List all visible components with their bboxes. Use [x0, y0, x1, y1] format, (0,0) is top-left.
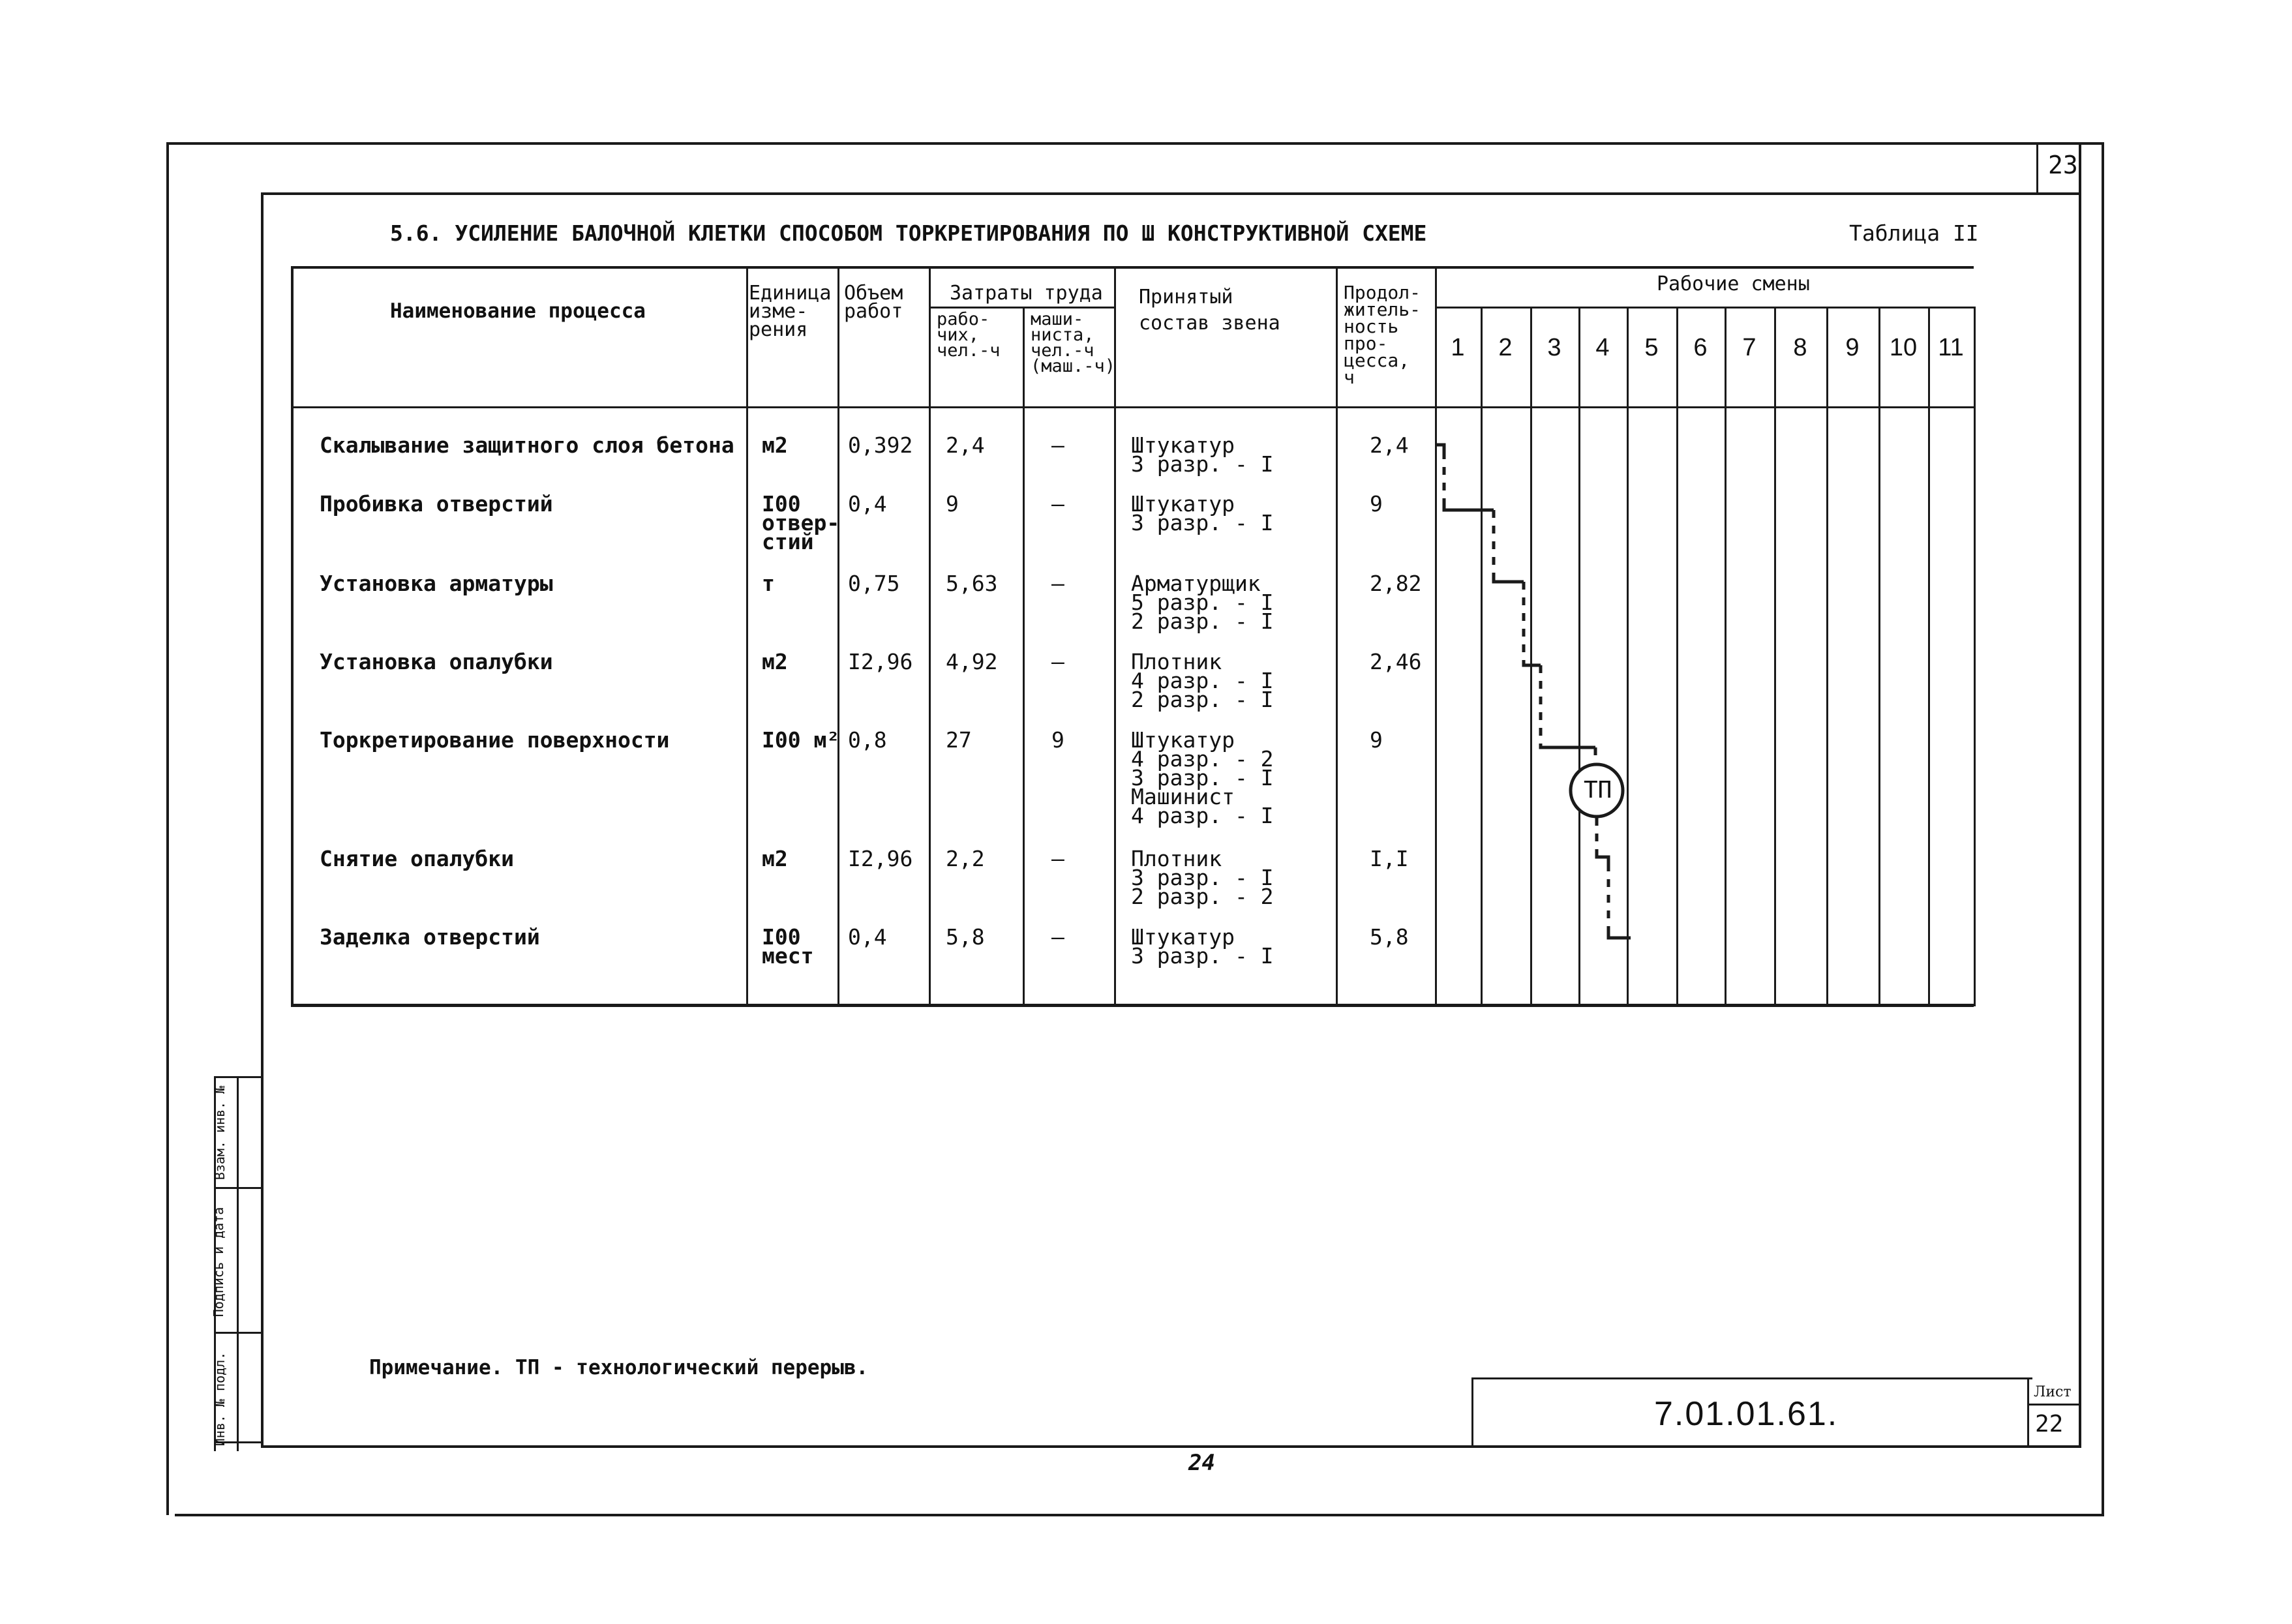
- shifts-sub-line: [1435, 307, 1974, 308]
- cell-unit: т: [762, 571, 775, 596]
- cell-machinist: –: [1051, 649, 1064, 674]
- table-top: [291, 266, 1974, 269]
- cell-machinist: –: [1051, 846, 1064, 871]
- cell-volume: 0,392: [848, 432, 913, 458]
- cell-process: Установка опалубки: [320, 649, 553, 674]
- gantt-step-3: [1494, 579, 1524, 582]
- header-volume: Объем работ: [844, 282, 903, 323]
- cell-volume: 0,4: [848, 491, 887, 517]
- cell-crew: Плотник 4 разр. - I 2 разр. - I: [1131, 649, 1274, 712]
- outer-frame-right: [2102, 142, 2104, 1516]
- titleblock-left: [1471, 1377, 1473, 1448]
- titleblock-top: [1471, 1377, 2032, 1379]
- cell-unit: I00 м²: [762, 727, 840, 753]
- cell-machinist: –: [1051, 924, 1064, 950]
- tp-label: ТП: [1584, 777, 1612, 804]
- inner-frame-top: [261, 192, 2081, 195]
- stamp-inv: Инв. № подл.: [212, 1351, 228, 1447]
- titleblock-right: [2027, 1377, 2029, 1448]
- cell-duration: 9: [1370, 491, 1383, 517]
- shift-number: 6: [1693, 334, 1708, 361]
- stamp-div-1: [214, 1187, 263, 1189]
- cell-volume: I2,96: [848, 846, 913, 871]
- cell-volume: 0,4: [848, 924, 887, 950]
- header-duration: Продол- житель- ность про- цесса, ч: [1344, 282, 1421, 388]
- cell-volume: 0,8: [848, 727, 887, 753]
- gantt-chart: [1435, 408, 1976, 1005]
- stamp-div-2: [214, 1332, 263, 1334]
- page-title: 5.6. УСИЛЕНИЕ БАЛОЧНОЙ КЛЕТКИ СПОСОБОМ ТОРКРЕТИРОВАНИЯ ПО Ш КОНСТРУКТИВНОЙ СХЕМЕ: [390, 220, 1427, 246]
- stamp-top: [214, 1076, 263, 1078]
- cell-workers: 2,4: [946, 432, 985, 458]
- bottom-page-number: 24: [1188, 1450, 1215, 1476]
- cell-unit: I00 мест: [762, 924, 814, 969]
- cell-workers: 4,92: [946, 649, 998, 674]
- cell-process: Пробивка отверстий: [320, 491, 553, 517]
- cell-process: Скалывание защитного слоя бетона: [320, 432, 734, 458]
- sheet-box-div: [2027, 1404, 2081, 1406]
- gantt-step-7: [1608, 934, 1631, 938]
- cell-volume: I2,96: [848, 649, 913, 674]
- gantt-step-4: [1524, 663, 1541, 665]
- cell-workers: 5,8: [946, 924, 985, 950]
- header-machinist: маши- ниста, чел.-ч (маш.-ч): [1031, 309, 1116, 376]
- cell-crew: Арматурщик 5 разр. - I 2 разр. - I: [1131, 571, 1274, 634]
- cell-crew: Штукатур 4 разр. - 2 3 разр. - I Машинист 4 разр. - I: [1131, 727, 1274, 828]
- cell-machinist: –: [1051, 571, 1064, 596]
- outer-frame-top: [166, 142, 2104, 145]
- cell-machinist: –: [1051, 491, 1064, 517]
- cell-duration: 5,8: [1370, 924, 1409, 950]
- labor-sub-line: [929, 307, 1115, 308]
- cell-crew: Штукатур 3 разр. - I: [1131, 432, 1274, 477]
- col-line-volume: [837, 266, 839, 1006]
- col-line-crew: [1114, 266, 1116, 1006]
- cell-crew: Штукатур 3 разр. - I: [1131, 924, 1274, 969]
- cell-process: Снятие опалубки: [320, 846, 515, 871]
- col-line-workers: [929, 266, 931, 1006]
- cell-process: Заделка отверстий: [320, 924, 540, 950]
- shift-number: 2: [1498, 334, 1513, 361]
- header-workers: рабо- чих, чел.-ч: [937, 309, 1001, 361]
- gantt-step-1: [1435, 445, 1444, 451]
- cell-unit: м2: [762, 649, 788, 674]
- col-line-duration: [1336, 266, 1338, 1006]
- cell-unit: I00 отвер- стий: [762, 491, 840, 554]
- header-process: Наименование процесса: [390, 299, 646, 323]
- doc-code: 7.01.01.61.: [1654, 1395, 1839, 1433]
- cell-process: Торкретирование поверхности: [320, 727, 670, 753]
- cell-unit: м2: [762, 846, 788, 871]
- cell-unit: м2: [762, 432, 788, 458]
- shift-number: 3: [1547, 334, 1561, 361]
- shift-number: 4: [1595, 334, 1610, 361]
- cell-duration: 9: [1370, 727, 1383, 753]
- shift-number: 1: [1451, 334, 1465, 361]
- outer-frame-bottom: [175, 1514, 2104, 1516]
- sheet-number: 22: [2035, 1411, 2064, 1437]
- cell-duration: I,I: [1370, 846, 1409, 871]
- cell-duration: 2,46: [1370, 649, 1422, 674]
- col-line-machinist: [1023, 307, 1025, 1006]
- inner-frame-left: [261, 192, 264, 1448]
- gantt-step-6: [1597, 854, 1608, 864]
- cell-workers: 5,63: [946, 571, 998, 596]
- shift-number: 7: [1742, 334, 1757, 361]
- cell-machinist: 9: [1051, 727, 1064, 753]
- header-shifts: Рабочие смены: [1657, 273, 1810, 295]
- header-labor: Затраты труда: [950, 282, 1103, 305]
- shift-number: 9: [1845, 334, 1860, 361]
- stamp-sign: Подпись и дата: [211, 1207, 226, 1317]
- cell-crew: Плотник 3 разр. - I 2 разр. - 2: [1131, 846, 1274, 909]
- cell-machinist: –: [1051, 432, 1064, 458]
- table-left: [291, 266, 294, 1006]
- gantt-step-2: [1444, 506, 1494, 510]
- cell-workers: 9: [946, 491, 959, 517]
- stamp-mid: [237, 1076, 239, 1451]
- inner-frame-right: [2079, 143, 2081, 1448]
- col-line-unit: [746, 266, 748, 1006]
- cell-workers: 27: [946, 727, 972, 753]
- gantt-step-5: [1541, 745, 1595, 747]
- stamp-vzam: Взам. инв. №: [212, 1085, 228, 1180]
- cell-duration: 2,82: [1370, 571, 1422, 596]
- shift-number: 8: [1793, 334, 1807, 361]
- cell-process: Установка арматуры: [320, 571, 553, 596]
- sheet-label: Лист: [2034, 1384, 2072, 1400]
- note-text: Примечание. ТП - технологический перерыв.: [369, 1356, 869, 1379]
- cell-crew: Штукатур 3 разр. - I: [1131, 491, 1274, 535]
- page-box-left: [2036, 142, 2038, 193]
- cell-duration: 2,4: [1370, 432, 1409, 458]
- inner-frame-bottom: [261, 1445, 2081, 1448]
- table-label: Таблица II: [1849, 220, 1979, 246]
- shift-number: 5: [1644, 334, 1659, 361]
- page-number-top: 23: [2048, 151, 2078, 179]
- shift-number: 10: [1889, 334, 1918, 361]
- header-unit: Единица изме- рения: [749, 282, 832, 341]
- shift-number: 11: [1938, 334, 1964, 361]
- cell-workers: 2,2: [946, 846, 985, 871]
- outer-frame-left: [166, 142, 169, 1515]
- header-crew: Принятый состав звена: [1139, 286, 1280, 335]
- cell-volume: 0,75: [848, 571, 900, 596]
